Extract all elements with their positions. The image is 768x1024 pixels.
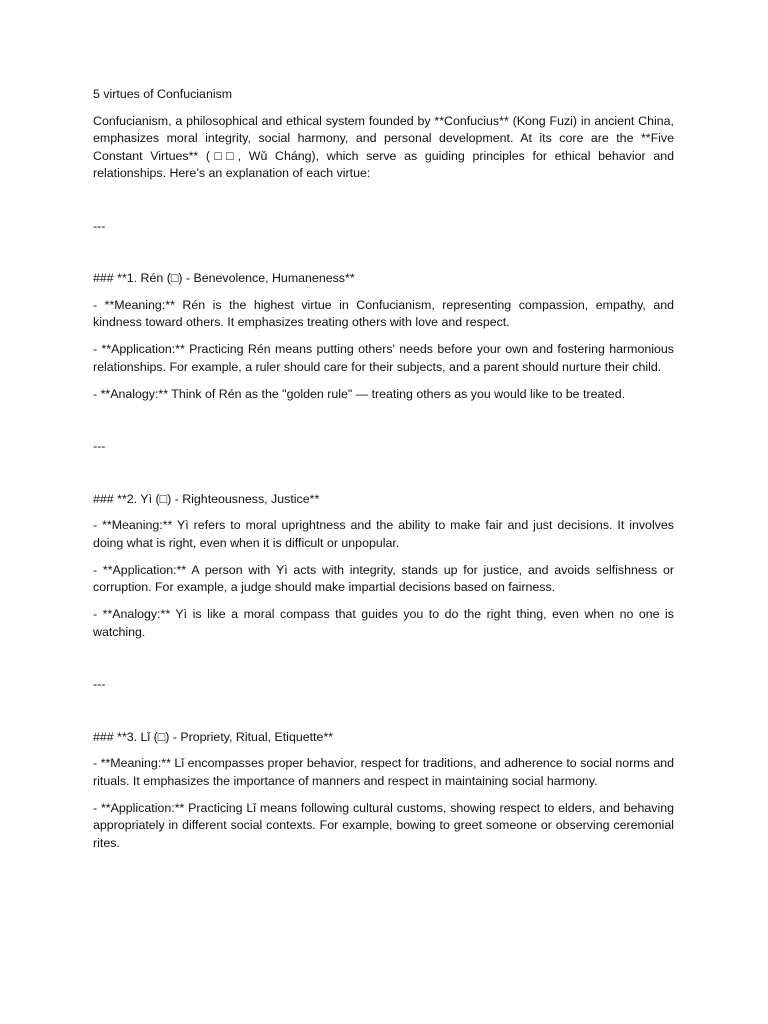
section-heading-yi: ### **2. Yì (□) - Righteousness, Justice** [93, 491, 320, 506]
separator: --- [93, 677, 106, 691]
ren-analogy: - **Analogy:** Think of Rén as the "golden rule" — treating others as you would like to be treated. [93, 386, 626, 401]
intro-paragraph: Confucianism, a philosophical and ethical system founded by **Confucius** (Kong Fuzi) in ancient China, emphasizes moral integrity, social harmony, and personal development. At its core are the **Five Constant Virtues** (□□, Wǔ Cháng), which serve as guiding principles for ethical behavior and relationships. Here’s an explanation of each virtue: [93, 113, 674, 180]
document-title: 5 virtues of Confucianism [93, 87, 233, 101]
section-heading-ren: ### **1. Rén (□) - Benevolence, Humaneness** [93, 271, 355, 285]
yi-analogy: - **Analogy:** Yì is like a moral compass that guides you to do the right thing, even when no one is watching. [93, 607, 674, 639]
li-application: - **Application:** Practicing Lǐ means following cultural customs, showing respect to elders, and behaving appropriately in different social contexts. For example, bowing to greet someone or observing ceremonial rites. [93, 800, 674, 850]
separator: --- [93, 218, 106, 233]
separator: --- [93, 439, 106, 453]
ren-meaning: - **Meaning:** Rén is the highest virtue in Confucianism, representing compassion, empathy, and kindness toward others. It emphasizes treating others with love and respect. [93, 297, 674, 329]
ren-application: - **Application:** Practicing Rén means putting others' needs before your own and fostering harmonious relationships. For example, a ruler should care for their subjects, and a parent should nurture their child. [93, 342, 674, 374]
yi-application: - **Application:** A person with Yì acts with integrity, stands up for justice, and avoids selfishness or corruption. For example, a judge should make impartial decisions based on fairness. [93, 562, 674, 594]
section-heading-li: ### **3. Lǐ (□) - Propriety, Ritual, Etiquette** [93, 729, 334, 744]
yi-meaning: - **Meaning:** Yì refers to moral uprightness and the ability to make fair and just decisions. It involves doing what is right, even when it is difficult or unpopular. [93, 518, 674, 550]
document-page [93, 86, 674, 862]
li-meaning: - **Meaning:** Lǐ encompasses proper behavior, respect for traditions, and adherence to social norms and rituals. It emphasizes the importance of manners and respect in maintaining social harmony. [93, 756, 674, 788]
